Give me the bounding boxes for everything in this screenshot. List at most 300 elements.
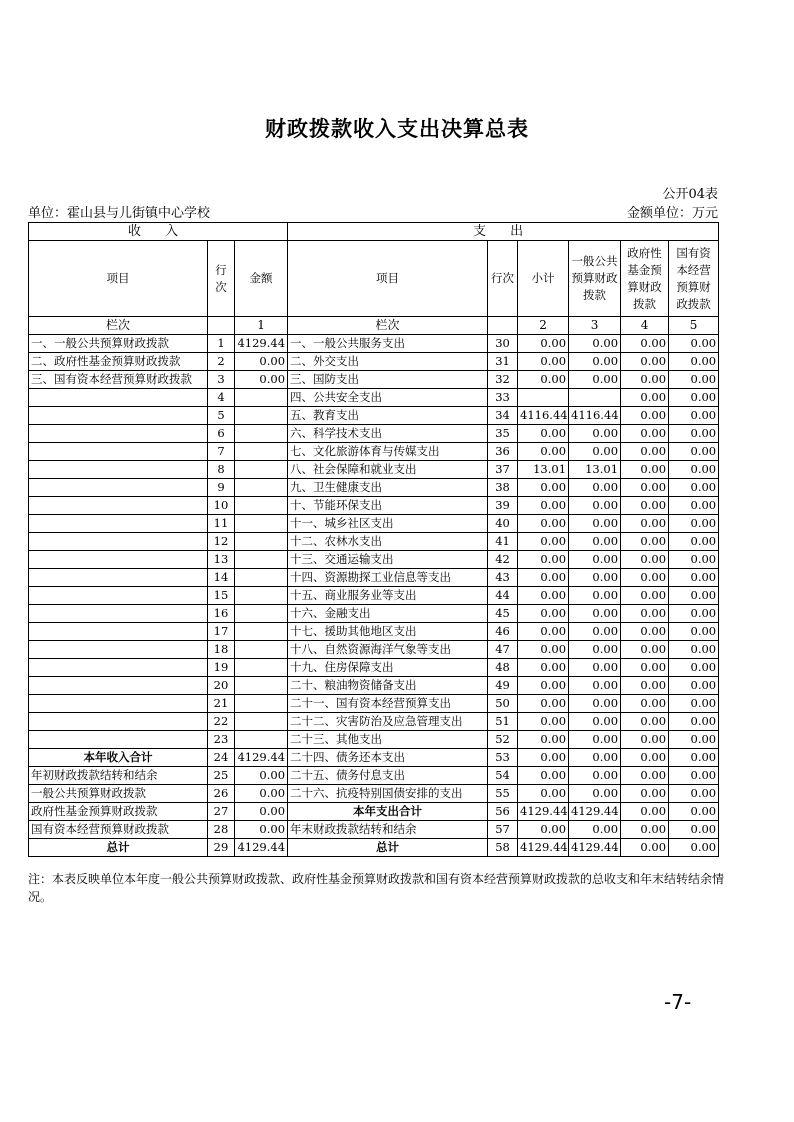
income-item: 总计 (29, 839, 208, 857)
income-item: 二、政府性基金预算财政拨款 (29, 353, 208, 371)
expense-item: 四、公共安全支出 (288, 389, 488, 407)
expense-row-no: 33 (488, 389, 518, 407)
general-budget-value: 0.00 (569, 749, 621, 767)
fund-budget-value: 0.00 (621, 623, 669, 641)
income-amount (235, 407, 288, 425)
subtotal-value: 4129.44 (518, 839, 569, 857)
income-row-no: 29 (208, 839, 235, 857)
general-budget-value: 0.00 (569, 731, 621, 749)
expense-row-no: 58 (488, 839, 518, 857)
income-amount: 0.00 (235, 821, 288, 839)
income-amount (235, 659, 288, 677)
expense-item: 二、外交支出 (288, 353, 488, 371)
income-amount (235, 389, 288, 407)
subtotal-value: 0.00 (518, 785, 569, 803)
state-capital-value: 0.00 (669, 515, 719, 533)
table-row (29, 515, 719, 533)
expense-row-no: 50 (488, 695, 518, 713)
state-capital-value: 0.00 (669, 803, 719, 821)
general-budget-value: 0.00 (569, 353, 621, 371)
col-number: 4 (621, 317, 669, 335)
expense-row-no: 43 (488, 569, 518, 587)
income-item: 一般公共预算财政拨款 (29, 785, 208, 803)
table-row (29, 461, 719, 479)
subtotal-value: 0.00 (518, 767, 569, 785)
state-capital-value: 0.00 (669, 605, 719, 623)
subtotal-value: 0.00 (518, 569, 569, 587)
header-row-col-numbers (29, 317, 719, 335)
expense-item: 十九、住房保障支出 (288, 659, 488, 677)
state-capital-value: 0.00 (669, 425, 719, 443)
state-capital-value: 0.00 (669, 407, 719, 425)
fund-budget-value: 0.00 (621, 353, 669, 371)
state-capital-value: 0.00 (669, 551, 719, 569)
expense-item: 二十三、其他支出 (288, 731, 488, 749)
table-row (29, 641, 719, 659)
expense-row-no: 38 (488, 479, 518, 497)
expense-item: 十五、商业服务业等支出 (288, 587, 488, 605)
general-budget-value: 0.00 (569, 515, 621, 533)
state-capital-value: 0.00 (669, 659, 719, 677)
income-amount (235, 533, 288, 551)
income-amount (235, 515, 288, 533)
expense-row-no: 47 (488, 641, 518, 659)
expense-item-header: 项目 (288, 241, 488, 317)
general-budget-value: 0.00 (569, 551, 621, 569)
expense-item: 十一、城乡社区支出 (288, 515, 488, 533)
income-row-no: 28 (208, 821, 235, 839)
expense-item: 十四、资源勘探工业信息等支出 (288, 569, 488, 587)
income-amount (235, 623, 288, 641)
general-budget-value: 0.00 (569, 371, 621, 389)
table-row (29, 389, 719, 407)
table-row (29, 443, 719, 461)
income-amount (235, 551, 288, 569)
expense-item: 十、节能环保支出 (288, 497, 488, 515)
general-budget-value: 0.00 (569, 587, 621, 605)
expense-col-label: 栏次 (288, 317, 488, 335)
income-row-no: 7 (208, 443, 235, 461)
table-row (29, 587, 719, 605)
income-amount (235, 497, 288, 515)
income-row-no: 21 (208, 695, 235, 713)
income-amount (235, 425, 288, 443)
empty-cell (488, 317, 518, 335)
fund-budget-value: 0.00 (621, 515, 669, 533)
state-capital-value: 0.00 (669, 749, 719, 767)
general-budget-value: 0.00 (569, 569, 621, 587)
income-item (29, 641, 208, 659)
subtotal-value: 0.00 (518, 695, 569, 713)
income-amount: 0.00 (235, 785, 288, 803)
expense-row-no: 37 (488, 461, 518, 479)
state-capital-value: 0.00 (669, 695, 719, 713)
expense-row-no: 57 (488, 821, 518, 839)
table-row (29, 569, 719, 587)
income-amount (235, 479, 288, 497)
general-budget-value: 0.00 (569, 677, 621, 695)
income-item: 三、国有资本经营预算财政拨款 (29, 371, 208, 389)
income-row-no: 25 (208, 767, 235, 785)
income-amount (235, 641, 288, 659)
general-budget-value: 0.00 (569, 425, 621, 443)
expense-item: 二十、粮油物资储备支出 (288, 677, 488, 695)
expense-row-no: 41 (488, 533, 518, 551)
table-row (29, 407, 719, 425)
table-row (29, 785, 719, 803)
table-row (29, 821, 719, 839)
fund-budget-value: 0.00 (621, 803, 669, 821)
table-row (29, 371, 719, 389)
table-row (29, 803, 719, 821)
income-item (29, 731, 208, 749)
table-row (29, 677, 719, 695)
expense-row-no: 36 (488, 443, 518, 461)
state-capital-value: 0.00 (669, 677, 719, 695)
general-budget-value: 13.01 (569, 461, 621, 479)
income-row-no: 9 (208, 479, 235, 497)
income-item (29, 479, 208, 497)
expense-item: 六、科学技术支出 (288, 425, 488, 443)
expense-row-no: 53 (488, 749, 518, 767)
expense-section-header: 支 出 (288, 223, 719, 241)
income-col-label: 栏次 (29, 317, 208, 335)
expense-row-no: 52 (488, 731, 518, 749)
subtotal-value: 0.00 (518, 731, 569, 749)
income-item: 一、一般公共预算财政拨款 (29, 335, 208, 353)
general-budget-value: 0.00 (569, 533, 621, 551)
income-row-no: 1 (208, 335, 235, 353)
table-row (29, 605, 719, 623)
fund-budget-value: 0.00 (621, 389, 669, 407)
income-item (29, 425, 208, 443)
table-row (29, 353, 719, 371)
amount-unit-label: 金额单位：万元 (626, 206, 718, 221)
expense-item: 二十六、抗疫特别国债安排的支出 (288, 785, 488, 803)
table-row (29, 533, 719, 551)
general-budget-value: 0.00 (569, 335, 621, 353)
expense-item: 二十四、债务还本支出 (288, 749, 488, 767)
income-row-no: 15 (208, 587, 235, 605)
fund-budget-value: 0.00 (621, 785, 669, 803)
state-capital-value: 0.00 (669, 479, 719, 497)
general-budget-value (569, 389, 621, 407)
expense-item: 十六、金融支出 (288, 605, 488, 623)
page-title: 财政拨款收入支出决算总表 (265, 116, 529, 141)
fund-budget-value: 0.00 (621, 605, 669, 623)
general-budget-value: 0.00 (569, 641, 621, 659)
expense-row-no: 44 (488, 587, 518, 605)
expense-row-no: 34 (488, 407, 518, 425)
expense-row-no: 56 (488, 803, 518, 821)
subtotal-value: 0.00 (518, 515, 569, 533)
income-amount (235, 695, 288, 713)
subtotal-value: 0.00 (518, 443, 569, 461)
income-amount-header: 金额 (235, 241, 288, 317)
expense-row-no-header: 行次 (488, 241, 518, 317)
table-note: 注：本表反映单位本年度一般公共预算财政拨款、政府性基金预算财政拨款和国有资本经营预算财政拨款的总收支和年末结转结余情况。 (28, 872, 725, 904)
income-amount (235, 587, 288, 605)
income-row-no: 2 (208, 353, 235, 371)
expense-item: 总计 (288, 839, 488, 857)
subtotal-value: 0.00 (518, 497, 569, 515)
table-row (29, 749, 719, 767)
fund-budget-value: 0.00 (621, 569, 669, 587)
income-amount (235, 731, 288, 749)
expense-row-no: 40 (488, 515, 518, 533)
subtotal-value: 0.00 (518, 623, 569, 641)
expense-row-no: 46 (488, 623, 518, 641)
income-amount: 0.00 (235, 371, 288, 389)
table-row (29, 551, 719, 569)
general-budget-value: 0.00 (569, 821, 621, 839)
income-amount: 4129.44 (235, 335, 288, 353)
income-item (29, 551, 208, 569)
subtotal-value: 13.01 (518, 461, 569, 479)
fund-budget-value: 0.00 (621, 749, 669, 767)
expense-row-no: 42 (488, 551, 518, 569)
state-capital-value: 0.00 (669, 587, 719, 605)
subtotal-value: 0.00 (518, 479, 569, 497)
income-amount: 0.00 (235, 803, 288, 821)
fund-budget-value: 0.00 (621, 497, 669, 515)
expense-item: 二十一、国有资本经营预算支出 (288, 695, 488, 713)
table-row (29, 731, 719, 749)
fund-budget-value: 0.00 (621, 335, 669, 353)
income-item (29, 533, 208, 551)
expense-item: 年末财政拨款结转和结余 (288, 821, 488, 839)
income-item-header: 项目 (29, 241, 208, 317)
fund-budget-value: 0.00 (621, 641, 669, 659)
income-item (29, 587, 208, 605)
subtotal-value: 4116.44 (518, 407, 569, 425)
general-budget-value: 0.00 (569, 443, 621, 461)
expense-item: 十二、农林水支出 (288, 533, 488, 551)
expense-item: 八、社会保障和就业支出 (288, 461, 488, 479)
general-budget-value: 0.00 (569, 605, 621, 623)
table-row (29, 623, 719, 641)
fund-budget-value: 0.00 (621, 551, 669, 569)
income-section-header: 收 入 (29, 223, 288, 241)
general-budget-value: 0.00 (569, 767, 621, 785)
general-budget-value: 0.00 (569, 695, 621, 713)
unit-label: 单位：霍山县与儿街镇中心学校 (28, 206, 211, 221)
expense-row-no: 54 (488, 767, 518, 785)
subtotal-value: 0.00 (518, 713, 569, 731)
income-amount (235, 461, 288, 479)
income-row-no: 8 (208, 461, 235, 479)
fund-budget-value: 0.00 (621, 461, 669, 479)
expense-row-no: 39 (488, 497, 518, 515)
income-row-no: 5 (208, 407, 235, 425)
income-row-no: 20 (208, 677, 235, 695)
subtotal-header: 小计 (518, 241, 569, 317)
fund-budget-value: 0.00 (621, 821, 669, 839)
income-row-no: 23 (208, 731, 235, 749)
expense-row-no: 51 (488, 713, 518, 731)
expense-item: 二十二、灾害防治及应急管理支出 (288, 713, 488, 731)
income-row-no: 11 (208, 515, 235, 533)
table-row (29, 767, 719, 785)
income-row-no: 19 (208, 659, 235, 677)
state-capital-value: 0.00 (669, 839, 719, 857)
income-item (29, 695, 208, 713)
expense-row-no: 49 (488, 677, 518, 695)
income-row-no: 4 (208, 389, 235, 407)
income-row-no: 3 (208, 371, 235, 389)
income-amount (235, 605, 288, 623)
subtotal-value: 0.00 (518, 659, 569, 677)
expense-row-no: 35 (488, 425, 518, 443)
income-item (29, 389, 208, 407)
expense-item: 九、卫生健康支出 (288, 479, 488, 497)
income-item (29, 569, 208, 587)
budget-table (28, 222, 719, 857)
fund-budget-value: 0.00 (621, 659, 669, 677)
income-item: 本年收入合计 (29, 749, 208, 767)
general-budget-value: 0.00 (569, 479, 621, 497)
income-amount (235, 569, 288, 587)
income-row-no: 14 (208, 569, 235, 587)
subtotal-value: 0.00 (518, 641, 569, 659)
table-row (29, 335, 719, 353)
col-number: 3 (569, 317, 621, 335)
fund-budget-value: 0.00 (621, 839, 669, 857)
income-row-no: 18 (208, 641, 235, 659)
expense-row-no: 55 (488, 785, 518, 803)
subtotal-value: 4129.44 (518, 803, 569, 821)
income-item (29, 605, 208, 623)
state-capital-value: 0.00 (669, 461, 719, 479)
expense-item: 三、国防支出 (288, 371, 488, 389)
subtotal-value: 0.00 (518, 353, 569, 371)
general-budget-value: 0.00 (569, 785, 621, 803)
subtotal-value: 0.00 (518, 533, 569, 551)
fund-budget-value: 0.00 (621, 533, 669, 551)
state-capital-value: 0.00 (669, 497, 719, 515)
col-number: 5 (669, 317, 719, 335)
fund-budget-value: 0.00 (621, 425, 669, 443)
state-capital-value: 0.00 (669, 335, 719, 353)
expense-item: 五、教育支出 (288, 407, 488, 425)
expense-item: 本年支出合计 (288, 803, 488, 821)
fund-budget-value: 0.00 (621, 677, 669, 695)
expense-item: 十八、自然资源海洋气象等支出 (288, 641, 488, 659)
general-budget-value: 0.00 (569, 659, 621, 677)
state-capital-header: 国有资本经营预算财政拨款 (669, 241, 719, 317)
income-row-no: 13 (208, 551, 235, 569)
income-amount (235, 443, 288, 461)
income-row-no: 6 (208, 425, 235, 443)
subtotal-value: 0.00 (518, 605, 569, 623)
state-capital-value: 0.00 (669, 389, 719, 407)
fund-budget-header: 政府性基金预算财政拨款 (621, 241, 669, 317)
fund-budget-value: 0.00 (621, 713, 669, 731)
state-capital-value: 0.00 (669, 641, 719, 659)
fund-budget-value: 0.00 (621, 443, 669, 461)
income-item (29, 659, 208, 677)
income-item (29, 515, 208, 533)
subtotal-value (518, 389, 569, 407)
income-row-no: 22 (208, 713, 235, 731)
table-row (29, 497, 719, 515)
income-amount (235, 677, 288, 695)
subtotal-value: 0.00 (518, 551, 569, 569)
income-item (29, 443, 208, 461)
income-item (29, 677, 208, 695)
income-item (29, 497, 208, 515)
general-budget-value: 4116.44 (569, 407, 621, 425)
general-budget-value: 4129.44 (569, 839, 621, 857)
income-amount (235, 713, 288, 731)
table-row (29, 695, 719, 713)
table-row (29, 713, 719, 731)
state-capital-value: 0.00 (669, 569, 719, 587)
general-budget-value: 0.00 (569, 713, 621, 731)
expense-row-no: 30 (488, 335, 518, 353)
table-row (29, 479, 719, 497)
form-number: 公开04表 (662, 187, 718, 202)
income-item: 政府性基金预算财政拨款 (29, 803, 208, 821)
income-item: 国有资本经营预算财政拨款 (29, 821, 208, 839)
state-capital-value: 0.00 (669, 767, 719, 785)
subtotal-value: 0.00 (518, 587, 569, 605)
general-budget-value: 4129.44 (569, 803, 621, 821)
page-number: -7- (664, 990, 692, 1014)
general-budget-value: 0.00 (569, 497, 621, 515)
income-item: 年初财政拨款结转和结余 (29, 767, 208, 785)
income-row-no: 26 (208, 785, 235, 803)
empty-cell (208, 317, 235, 335)
expense-row-no: 32 (488, 371, 518, 389)
header-row-columns (29, 241, 719, 317)
income-row-no: 16 (208, 605, 235, 623)
general-budget-header: 一般公共预算财政拨款 (569, 241, 621, 317)
expense-item: 一、一般公共服务支出 (288, 335, 488, 353)
expense-item: 十七、援助其他地区支出 (288, 623, 488, 641)
state-capital-value: 0.00 (669, 731, 719, 749)
subtotal-value: 0.00 (518, 371, 569, 389)
col-number: 2 (518, 317, 569, 335)
expense-item: 十三、交通运输支出 (288, 551, 488, 569)
table-row (29, 425, 719, 443)
expense-row-no: 45 (488, 605, 518, 623)
income-amount: 4129.44 (235, 839, 288, 857)
fund-budget-value: 0.00 (621, 479, 669, 497)
fund-budget-value: 0.00 (621, 767, 669, 785)
subtotal-value: 0.00 (518, 677, 569, 695)
expense-item: 二十五、债务付息支出 (288, 767, 488, 785)
expense-row-no: 31 (488, 353, 518, 371)
table-row (29, 659, 719, 677)
state-capital-value: 0.00 (669, 443, 719, 461)
subtotal-value: 0.00 (518, 335, 569, 353)
subtotal-value: 0.00 (518, 425, 569, 443)
state-capital-value: 0.00 (669, 353, 719, 371)
expense-row-no: 48 (488, 659, 518, 677)
income-row-no-header: 行次 (208, 241, 235, 317)
state-capital-value: 0.00 (669, 713, 719, 731)
fund-budget-value: 0.00 (621, 587, 669, 605)
general-budget-value: 0.00 (569, 623, 621, 641)
state-capital-value: 0.00 (669, 533, 719, 551)
state-capital-value: 0.00 (669, 371, 719, 389)
income-item (29, 713, 208, 731)
state-capital-value: 0.00 (669, 785, 719, 803)
subtotal-value: 0.00 (518, 749, 569, 767)
fund-budget-value: 0.00 (621, 695, 669, 713)
fund-budget-value: 0.00 (621, 731, 669, 749)
